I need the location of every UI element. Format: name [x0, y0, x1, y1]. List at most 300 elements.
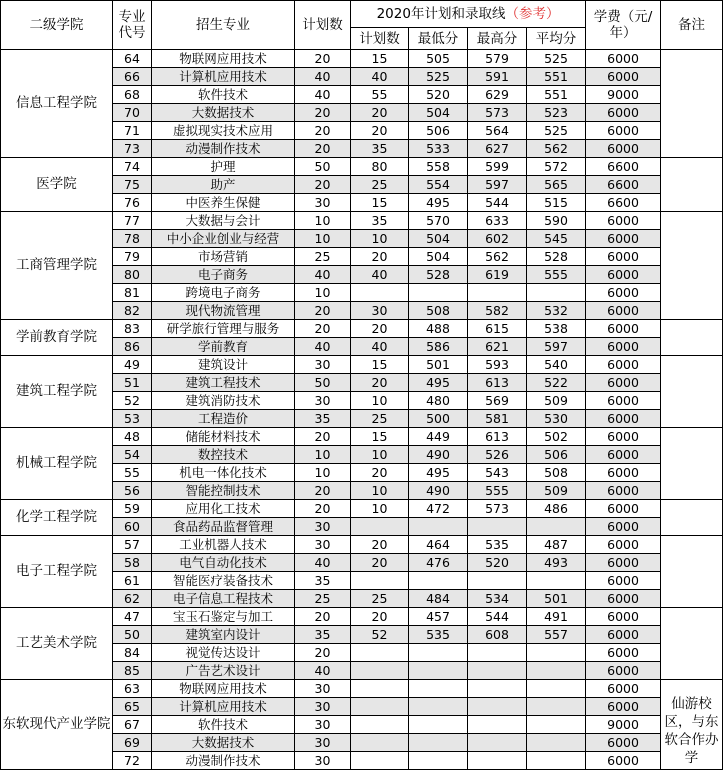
major-cell: 动漫制作技术	[152, 752, 295, 770]
fee-cell: 6000	[586, 302, 661, 320]
code-cell: 68	[113, 86, 152, 104]
major-cell: 应用化工技术	[152, 500, 295, 518]
plan-cell: 10	[295, 464, 351, 482]
code-cell: 55	[113, 464, 152, 482]
fee-cell: 6600	[586, 194, 661, 212]
plan-cell: 10	[295, 230, 351, 248]
min-cell: 525	[409, 68, 468, 86]
plan-cell: 10	[295, 284, 351, 302]
max-cell: 564	[468, 122, 527, 140]
min-cell: 484	[409, 590, 468, 608]
fee-cell: 6000	[586, 392, 661, 410]
avg-cell	[527, 662, 586, 680]
plan-cell: 40	[295, 266, 351, 284]
major-cell: 市场营销	[152, 248, 295, 266]
plan2020-cell: 30	[351, 302, 409, 320]
major-cell: 工程造价	[152, 410, 295, 428]
major-cell: 计算机应用技术	[152, 698, 295, 716]
max-cell: 534	[468, 590, 527, 608]
avg-cell	[527, 680, 586, 698]
fee-cell: 6000	[586, 554, 661, 572]
min-cell: 495	[409, 464, 468, 482]
max-cell: 543	[468, 464, 527, 482]
fee-cell: 6000	[586, 338, 661, 356]
major-cell: 中医养生保健	[152, 194, 295, 212]
header-max-score: 最高分	[468, 28, 527, 50]
fee-cell: 6000	[586, 590, 661, 608]
plan2020-cell: 52	[351, 626, 409, 644]
plan-cell: 30	[295, 716, 351, 734]
note-cell	[661, 608, 723, 680]
fee-cell: 6000	[586, 266, 661, 284]
plan-cell: 30	[295, 194, 351, 212]
fee-cell: 6000	[586, 482, 661, 500]
min-cell: 490	[409, 446, 468, 464]
max-cell: 627	[468, 140, 527, 158]
code-cell: 53	[113, 410, 152, 428]
plan2020-cell: 20	[351, 464, 409, 482]
plan-cell: 40	[295, 68, 351, 86]
note-cell	[661, 356, 723, 428]
note-cell: 仙游校区，与东软合作办学	[661, 680, 723, 770]
code-cell: 50	[113, 626, 152, 644]
fee-cell: 6600	[586, 176, 661, 194]
avg-cell: 565	[527, 176, 586, 194]
max-cell: 569	[468, 392, 527, 410]
major-cell: 计算机应用技术	[152, 68, 295, 86]
fee-cell: 6000	[586, 284, 661, 302]
fee-cell: 6000	[586, 122, 661, 140]
major-cell: 建筑消防技术	[152, 392, 295, 410]
fee-cell: 6000	[586, 320, 661, 338]
plan2020-cell: 20	[351, 554, 409, 572]
min-cell: 495	[409, 194, 468, 212]
min-cell	[409, 518, 468, 536]
avg-cell	[527, 518, 586, 536]
plan2020-cell: 20	[351, 608, 409, 626]
code-cell: 67	[113, 716, 152, 734]
header-row-1	[1, 1, 723, 28]
plan2020-cell	[351, 284, 409, 302]
min-cell	[409, 284, 468, 302]
major-cell: 建筑设计	[152, 356, 295, 374]
min-cell	[409, 572, 468, 590]
min-cell: 554	[409, 176, 468, 194]
max-cell: 608	[468, 626, 527, 644]
plan2020-cell	[351, 572, 409, 590]
major-cell: 物联网应用技术	[152, 680, 295, 698]
code-cell: 54	[113, 446, 152, 464]
min-cell: 504	[409, 248, 468, 266]
major-cell: 电子商务	[152, 266, 295, 284]
major-cell: 工业机器人技术	[152, 536, 295, 554]
code-cell: 62	[113, 590, 152, 608]
code-cell: 48	[113, 428, 152, 446]
fee-cell: 6000	[586, 374, 661, 392]
major-cell: 物联网应用技术	[152, 50, 295, 68]
code-cell: 66	[113, 68, 152, 86]
plan-cell: 20	[295, 428, 351, 446]
code-cell: 83	[113, 320, 152, 338]
fee-cell: 6000	[586, 698, 661, 716]
plan-cell: 10	[295, 446, 351, 464]
avg-cell: 509	[527, 482, 586, 500]
max-cell	[468, 734, 527, 752]
table-row	[1, 680, 723, 698]
min-cell	[409, 662, 468, 680]
plan2020-cell	[351, 698, 409, 716]
max-cell: 582	[468, 302, 527, 320]
avg-cell	[527, 752, 586, 770]
plan2020-cell: 40	[351, 266, 409, 284]
avg-cell: 515	[527, 194, 586, 212]
max-cell: 613	[468, 428, 527, 446]
max-cell: 591	[468, 68, 527, 86]
plan-cell: 30	[295, 680, 351, 698]
major-cell: 广告艺术设计	[152, 662, 295, 680]
max-cell	[468, 716, 527, 734]
code-cell: 81	[113, 284, 152, 302]
code-cell: 65	[113, 698, 152, 716]
college-cell: 学前教育学院	[1, 320, 113, 356]
plan-cell: 20	[295, 500, 351, 518]
college-cell: 工艺美术学院	[1, 608, 113, 680]
plan2020-cell: 10	[351, 392, 409, 410]
max-cell: 621	[468, 338, 527, 356]
max-cell: 573	[468, 104, 527, 122]
code-cell: 80	[113, 266, 152, 284]
code-cell: 71	[113, 122, 152, 140]
plan-cell: 30	[295, 518, 351, 536]
header-group-2020	[351, 1, 586, 28]
header-plan-2020: 计划数	[351, 28, 409, 50]
code-cell: 85	[113, 662, 152, 680]
max-cell: 520	[468, 554, 527, 572]
max-cell	[468, 698, 527, 716]
avg-cell: 509	[527, 392, 586, 410]
fee-cell: 9000	[586, 86, 661, 104]
plan2020-cell: 15	[351, 428, 409, 446]
header-college: 二级学院	[1, 1, 113, 50]
note-cell	[661, 50, 723, 158]
code-cell: 51	[113, 374, 152, 392]
major-cell: 动漫制作技术	[152, 140, 295, 158]
plan-cell: 50	[295, 158, 351, 176]
plan2020-cell: 10	[351, 500, 409, 518]
code-cell: 61	[113, 572, 152, 590]
min-cell: 501	[409, 356, 468, 374]
fee-cell: 6000	[586, 446, 661, 464]
avg-cell: 501	[527, 590, 586, 608]
code-cell: 58	[113, 554, 152, 572]
max-cell	[468, 752, 527, 770]
plan2020-cell: 25	[351, 176, 409, 194]
plan-cell: 20	[295, 302, 351, 320]
min-cell: 504	[409, 104, 468, 122]
avg-cell: 528	[527, 248, 586, 266]
major-cell: 学前教育	[152, 338, 295, 356]
avg-cell: 506	[527, 446, 586, 464]
table-row	[1, 536, 723, 554]
min-cell: 480	[409, 392, 468, 410]
major-cell: 智能控制技术	[152, 482, 295, 500]
fee-cell: 6000	[586, 734, 661, 752]
plan2020-cell: 40	[351, 338, 409, 356]
fee-cell: 6600	[586, 158, 661, 176]
note-cell	[661, 212, 723, 320]
min-cell: 520	[409, 86, 468, 104]
major-cell: 软件技术	[152, 86, 295, 104]
avg-cell: 551	[527, 68, 586, 86]
avg-cell: 538	[527, 320, 586, 338]
min-cell: 476	[409, 554, 468, 572]
plan2020-cell: 55	[351, 86, 409, 104]
note-cell	[661, 428, 723, 500]
major-cell: 大数据技术	[152, 104, 295, 122]
major-cell: 储能材料技术	[152, 428, 295, 446]
max-cell: 633	[468, 212, 527, 230]
code-cell: 47	[113, 608, 152, 626]
major-cell: 研学旅行管理与服务	[152, 320, 295, 338]
fee-cell: 6000	[586, 230, 661, 248]
note-cell	[661, 158, 723, 212]
fee-cell: 6000	[586, 662, 661, 680]
plan2020-cell	[351, 680, 409, 698]
major-cell: 护理	[152, 158, 295, 176]
avg-cell	[527, 572, 586, 590]
min-cell: 535	[409, 626, 468, 644]
fee-cell: 6000	[586, 644, 661, 662]
avg-cell: 597	[527, 338, 586, 356]
plan2020-cell: 20	[351, 122, 409, 140]
plan-cell: 25	[295, 248, 351, 266]
min-cell: 490	[409, 482, 468, 500]
note-cell	[661, 500, 723, 536]
fee-cell: 6000	[586, 140, 661, 158]
major-cell: 建筑工程技术	[152, 374, 295, 392]
code-cell: 82	[113, 302, 152, 320]
plan2020-cell: 80	[351, 158, 409, 176]
fee-cell: 6000	[586, 500, 661, 518]
min-cell: 506	[409, 122, 468, 140]
plan-cell: 35	[295, 410, 351, 428]
code-cell: 84	[113, 644, 152, 662]
major-cell: 食品药品监督管理	[152, 518, 295, 536]
max-cell	[468, 284, 527, 302]
plan2020-cell	[351, 752, 409, 770]
plan2020-cell: 10	[351, 230, 409, 248]
fee-cell: 6000	[586, 248, 661, 266]
note-cell	[661, 536, 723, 608]
college-cell: 东软现代产业学院	[1, 680, 113, 770]
max-cell: 597	[468, 176, 527, 194]
fee-cell: 6000	[586, 536, 661, 554]
max-cell: 599	[468, 158, 527, 176]
plan2020-cell	[351, 734, 409, 752]
fee-cell: 6000	[586, 50, 661, 68]
plan-cell: 35	[295, 572, 351, 590]
min-cell: 488	[409, 320, 468, 338]
code-cell: 57	[113, 536, 152, 554]
avg-cell: 487	[527, 536, 586, 554]
max-cell: 613	[468, 374, 527, 392]
max-cell: 593	[468, 356, 527, 374]
college-cell: 信息工程学院	[1, 50, 113, 158]
header-fee: 学费（元/年）	[586, 1, 661, 50]
plan-cell: 25	[295, 590, 351, 608]
plan-cell: 10	[295, 212, 351, 230]
max-cell: 535	[468, 536, 527, 554]
plan-cell: 30	[295, 752, 351, 770]
major-cell: 现代物流管理	[152, 302, 295, 320]
min-cell: 558	[409, 158, 468, 176]
plan2020-cell	[351, 518, 409, 536]
code-cell: 79	[113, 248, 152, 266]
code-cell: 64	[113, 50, 152, 68]
fee-cell: 6000	[586, 626, 661, 644]
fee-cell: 6000	[586, 68, 661, 86]
plan-cell: 20	[295, 176, 351, 194]
college-cell: 化学工程学院	[1, 500, 113, 536]
plan2020-cell: 25	[351, 410, 409, 428]
plan2020-cell: 15	[351, 356, 409, 374]
plan2020-cell: 20	[351, 104, 409, 122]
code-cell: 49	[113, 356, 152, 374]
table-row	[1, 356, 723, 374]
min-cell: 495	[409, 374, 468, 392]
table-row	[1, 428, 723, 446]
plan2020-cell: 20	[351, 320, 409, 338]
avg-cell: 530	[527, 410, 586, 428]
avg-cell	[527, 734, 586, 752]
plan-cell: 40	[295, 86, 351, 104]
code-cell: 59	[113, 500, 152, 518]
college-cell: 工商管理学院	[1, 212, 113, 320]
fee-cell: 6000	[586, 356, 661, 374]
table-row	[1, 320, 723, 338]
plan-cell: 20	[295, 608, 351, 626]
major-cell: 虚拟现实技术应用	[152, 122, 295, 140]
major-cell: 电气自动化技术	[152, 554, 295, 572]
fee-cell: 9000	[586, 716, 661, 734]
table-row	[1, 158, 723, 176]
avg-cell: 562	[527, 140, 586, 158]
avg-cell: 508	[527, 464, 586, 482]
plan-cell: 50	[295, 374, 351, 392]
plan2020-cell	[351, 716, 409, 734]
max-cell: 579	[468, 50, 527, 68]
max-cell: 544	[468, 608, 527, 626]
major-cell: 软件技术	[152, 716, 295, 734]
code-cell: 52	[113, 392, 152, 410]
code-cell: 78	[113, 230, 152, 248]
plan-cell: 20	[295, 644, 351, 662]
major-cell: 电子信息工程技术	[152, 590, 295, 608]
code-cell: 60	[113, 518, 152, 536]
min-cell	[409, 644, 468, 662]
header-group-ref: （参考）	[505, 6, 560, 22]
avg-cell	[527, 284, 586, 302]
max-cell	[468, 644, 527, 662]
major-cell: 智能医疗装备技术	[152, 572, 295, 590]
max-cell	[468, 572, 527, 590]
min-cell: 472	[409, 500, 468, 518]
fee-cell: 6000	[586, 608, 661, 626]
avg-cell	[527, 716, 586, 734]
avg-cell: 555	[527, 266, 586, 284]
max-cell: 615	[468, 320, 527, 338]
plan2020-cell: 10	[351, 446, 409, 464]
plan-cell: 20	[295, 122, 351, 140]
min-cell: 505	[409, 50, 468, 68]
avg-cell: 551	[527, 86, 586, 104]
avg-cell: 572	[527, 158, 586, 176]
min-cell: 586	[409, 338, 468, 356]
min-cell: 533	[409, 140, 468, 158]
avg-cell: 532	[527, 302, 586, 320]
header-plan: 计划数	[295, 1, 351, 50]
avg-cell: 486	[527, 500, 586, 518]
avg-cell: 590	[527, 212, 586, 230]
plan-cell: 20	[295, 140, 351, 158]
min-cell	[409, 680, 468, 698]
major-cell: 宝玉石鉴定与加工	[152, 608, 295, 626]
plan-cell: 35	[295, 626, 351, 644]
plan2020-cell: 20	[351, 374, 409, 392]
plan2020-cell: 15	[351, 50, 409, 68]
major-cell: 助产	[152, 176, 295, 194]
fee-cell: 6000	[586, 572, 661, 590]
max-cell: 602	[468, 230, 527, 248]
avg-cell: 525	[527, 50, 586, 68]
max-cell: 581	[468, 410, 527, 428]
code-cell: 77	[113, 212, 152, 230]
fee-cell: 6000	[586, 104, 661, 122]
major-cell: 大数据技术	[152, 734, 295, 752]
code-cell: 86	[113, 338, 152, 356]
header-group-title: 2020年计划和录取线	[376, 6, 506, 22]
min-cell: 528	[409, 266, 468, 284]
note-cell	[661, 320, 723, 356]
plan-cell: 30	[295, 536, 351, 554]
fee-cell: 6000	[586, 428, 661, 446]
plan-cell: 20	[295, 320, 351, 338]
college-cell: 医学院	[1, 158, 113, 212]
avg-cell: 557	[527, 626, 586, 644]
major-cell: 机电一体化技术	[152, 464, 295, 482]
max-cell: 544	[468, 194, 527, 212]
min-cell: 570	[409, 212, 468, 230]
max-cell	[468, 662, 527, 680]
table-row	[1, 212, 723, 230]
college-cell: 机械工程学院	[1, 428, 113, 500]
header-major: 招生专业	[152, 1, 295, 50]
min-cell	[409, 716, 468, 734]
avg-cell: 525	[527, 122, 586, 140]
code-cell: 72	[113, 752, 152, 770]
max-cell: 526	[468, 446, 527, 464]
min-cell: 457	[409, 608, 468, 626]
max-cell: 573	[468, 500, 527, 518]
table-row	[1, 50, 723, 68]
code-cell: 73	[113, 140, 152, 158]
plan2020-cell: 20	[351, 536, 409, 554]
max-cell: 555	[468, 482, 527, 500]
min-cell	[409, 752, 468, 770]
plan2020-cell: 20	[351, 248, 409, 266]
avg-cell: 523	[527, 104, 586, 122]
table-row	[1, 500, 723, 518]
